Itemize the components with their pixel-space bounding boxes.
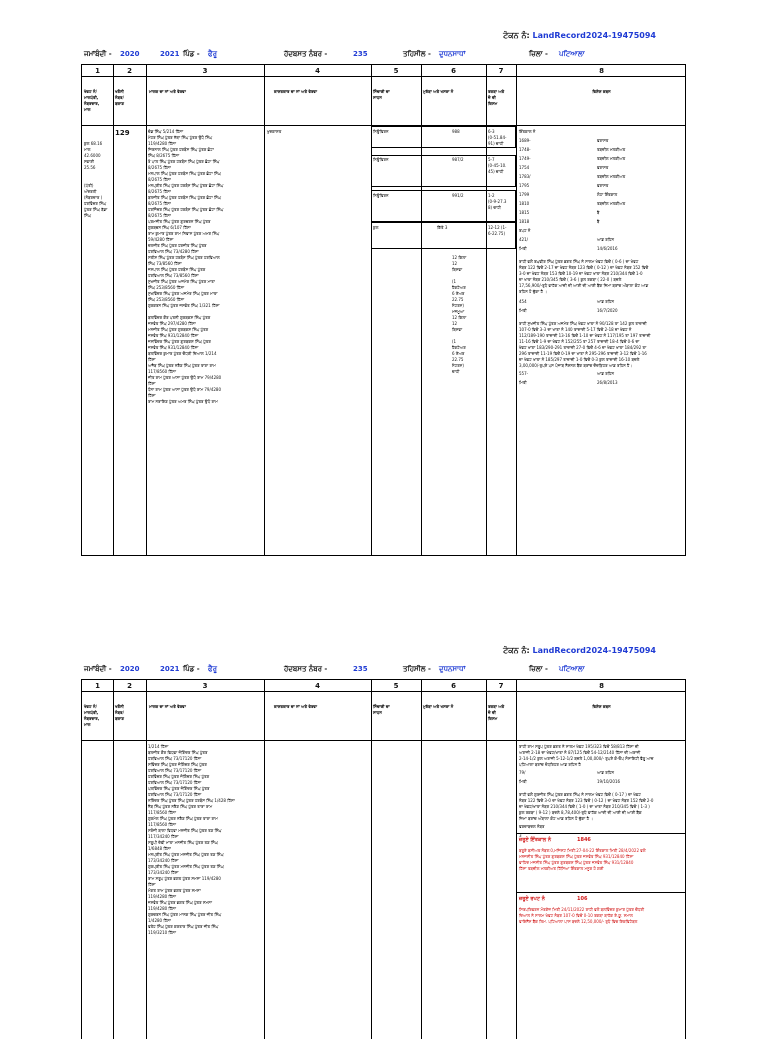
- report-entry: [519, 896, 684, 925]
- jamabandi-label: ਜਮਾਂਬੰਦੀ -: [84, 665, 112, 673]
- col-header-khewat: ਖੇਵਟ ਨੰ/ ਮਾਲਪੱਤੀ, ਨੰਬਰਦਾਰ, ਮਾਲ: [84, 704, 100, 727]
- remarks-row: 3: [519, 833, 522, 838]
- area-value: 6-3 (0-51.84- 91) ਚਾਹੀ: [488, 129, 507, 146]
- col-header-irrigation: ਸਿੰਚਾਈ ਦਾ ਸਾਧਨ: [373, 704, 390, 715]
- remarks-list: [519, 744, 684, 842]
- hadbast-label: ਹੱਦਬਸਤ ਨੰਬਰ -: [284, 665, 328, 673]
- col-number: 1: [95, 67, 100, 75]
- col-divider: [516, 680, 517, 1039]
- jamabandi-label: ਜਮਾਂਬੰਦੀ -: [84, 50, 112, 58]
- col-divider: [486, 680, 487, 1039]
- token-line: [503, 31, 656, 41]
- tehsil-label: ਤਹਿਸੀਲ -: [403, 50, 431, 58]
- col-number: 5: [393, 682, 399, 690]
- col-number: 8: [599, 67, 604, 75]
- col-number: 3: [202, 67, 208, 75]
- irrigation-source: ਨਿਊਵਿਰਨ: [373, 129, 389, 134]
- year-end: 2021: [160, 50, 180, 58]
- area-value: 1-2 (0-9-27.3 8) ਚਾਹੀ: [488, 193, 507, 210]
- col-number: 6: [451, 67, 456, 75]
- col-header-khewat: ਖੇਵਟ ਨੰ/ ਮਾਲਪੱਤੀ, ਨੰਬਰਦਾਰ, ਮਾਲ: [84, 89, 100, 112]
- pind-label: ਪਿੰਡ -: [183, 665, 200, 673]
- khasra-number: 987/2: [452, 157, 464, 162]
- area-total: 12-12 (1- 6-22.75): [488, 225, 507, 236]
- col-number: 2: [127, 67, 132, 75]
- col-number: 5: [393, 67, 399, 75]
- remarks-row: 1754 ਵਰਾਸਤ: [519, 165, 609, 170]
- col-divider: [264, 680, 265, 1039]
- khasra-count: ਕਿੱਤੇ 3: [437, 225, 448, 230]
- khewat-details: ਕੁਲ 68.16 ਮਾਲ 42.6000 ਸਵਾਈ 25.56 (ਪੱਤੀ) ਅੰਦਰਲੀ (ਨੰਬਰਦਾਰ ) ਹਰਵਿੰਦਰ ਸਿੰਘ ਪੁੱਤਰ ਸਿੰਘ ਬੱਡਾ ਸਿੰਘ: [84, 141, 108, 218]
- col-number: 7: [498, 682, 504, 690]
- col-header-khatoni: ਖਤੌਨੀ ਨੰਬਰ/ ਬਕਾਣ: [115, 89, 124, 106]
- col-number: 3: [202, 682, 208, 690]
- col-number: 7: [498, 67, 504, 75]
- khasra-total-label: ਕੁਲ: [373, 225, 379, 230]
- remarks-paragraph: ਰਾਹੀ ਵਲੋਂ ਗੁਰਜੀਤ ਸਿੰਘ ਪੁੱਤਰ ਭਗਤ ਸਿੰਘ ਨੇ ਸਾਲਮ ਖੇਵਟ ਵਿਚੋਂ ( 0-17 ) ਦਾ ਖੇਵਟ ਨੰਬਰ 122 ਵਿਚੋਂ 3-0 ਦਾ ਖੇਵਟ ਨੰਬਰ 123 ਵਿਚੋਂ ( 0-12 ) ਦਾ ਖੇਵਟ ਨੰਬਰ 152 ਵਿਚੋਂ 2-0 ਦਾ ਖੇਵਟ/ਖਾਤਾ ਨੰਬਰ 210/344 ਵਿਚੋਂ ( 1-0 ) ਦਾ ਖਾਤਾ ਨੰਬਰ 210/345 ਵਿਚੋਂ ( 1-3 ) ਕੁਲ ਰਕਬਾ ( 9-12 ) ਬਦਲੇ 8,78,400/-ਰੁਪੈ ਵਾਹੱਕ ਆਦੀ ਦੀ ਆਈ ਦੀ ਆਈ ਬੈਂਕ ਜ਼ਿਮਾ ਬਰਾਂਚ ਅੰਬਾਲਾ ਕੋਟ ਆਡ ਰਹਿਨ ਹੋ ਚੁੱਕਾ ਹੈ ।: [519, 792, 654, 821]
- col-header-remarks: ਵਿਸ਼ੇਸ਼ ਕਥਨ: [592, 89, 611, 94]
- col-divider: [113, 65, 114, 555]
- col-header-khatoni: ਖਤੌਨੀ ਨੰਬਰ/ ਬਕਾਣ: [115, 704, 124, 721]
- col-number: 4: [315, 67, 320, 75]
- hadbast-value: 235: [353, 665, 368, 673]
- irrigation-source: ਨਿਊਵਿਰਨ: [373, 157, 389, 162]
- remarks-row: ਇੰਤਕਾਲ ਨੰ: [519, 129, 536, 134]
- col-divider: [113, 680, 114, 1039]
- year-end: 2021: [160, 665, 180, 673]
- remarks-paragraph: ਰਾਹੀ ਸੁਖਜੀਤ ਸਿੰਘ ਪੁੱਤਰ ਅਜਮੇਰ ਸਿੰਘ ਖੇਵਟ ਖਾਤਾ ਨੰ 90/128 ਤਾ 142 ਕੁਲ ਤਾਦਾਦੀ 107-0 ਵਿਚੋਂ 3-3 ਦਾ ਖਾਤਾ ਨੰ 140 ਤਾਦਾਦੀ 5-17 ਵਿਚੋਂ 2-18 ਦਾ ਖੇਵਟ ਨੰ 112/189-190 ਤਾਦਾਦੀ 13-16 ਵਿਚੋਂ 1-10 ਦਾ ਖੇਵਟ ਨੰ 117/195 ਤਾ 197 ਤਾਦਾਦੀ 11-16 ਵਿਚੋਂ 1-9 ਦਾ ਖੇਵਟ ਨੰ 152/255 ਤਾ 257 ਤਾਦਾਦੀ 18-4 ਵਿਚੋਂ 0-6 ਦਾ ਖੇਵਟ ਖਾਤਾ 183/290-291 ਤਾਦਾਦੀ 27-0 ਵਿਚੋਂ 4-6 ਦਾ ਖੇਵਟ ਖਾਤਾ 184/292 ਤਾ 296 ਤਾਦਾਦੀ 11-19 ਵਿਚੋਂ 0-19 ਦਾ ਖਾਤਾ ਨੰ 295-296 ਤਾਦਾਦੀ 3-12 ਵਿਚੋਂ 1-16 ਦਾ ਖੇਵਟ ਖਾਤਾ ਨੰ 185/297 ਤਾਦਾਦੀ 1-0 ਵਿਚੋਂ 0-3 ਕੁਲ ਤਾਦਾਦੀ 16-10 ਬਦਲੇ 3,00,000/-ਰੁਪਏ ਪਸ ਪੰਜਾਬ ਨੈਸ਼ਨਲ ਬੈਂਕ ਬਰਾਂਚ ਦੌਦੜਿਹਰ ਆਡ ਰਹਿਨ ਹੈ।: [519, 321, 651, 368]
- report-text: ਸਿਰਪਰਿਵਰਨ ਮੋਰਗੇਜ਼ ਮਿਤੀ 24/11/2022 ਰਾਹੀ ਵਲੋਂ ਬਲਵਿੰਦਰ ਕੁਮਾਰ ਪੁੱਤਰ ਚੌਧਰੀ ਦਿਆਲ ਨੇ ਸਾਲਮ ਖੇਵਟ ਨੰਬਰ 107-0 ਵਿਚੋਂ 0-10 ਰਕਬਾ ਬਾਹੱਕ ਏ.ਯੂ. ਸਮਾਲ ਫਾਇਨੈਂਸ ਬੈਂਕ ਲਿਮ. ਪਟਿਆਲਾ ਪਾਸ ਬਦਲੇ 12,50,000/- ਰੁਪੈ ਵਿਚ ਇਕਵਿਟੇਬਲ: [519, 907, 645, 924]
- remarks-row: ਰਪਟ ਨੰ: [519, 228, 531, 233]
- col-header-owner: ਮਾਲਕ ਦਾ ਨਾਂ ਅਤੇ ਵੇਰਵਾ: [149, 89, 186, 94]
- token-label: ਟੋਕਨ ਨੰ:: [503, 646, 530, 655]
- remarks-row: 79/ ਆਡ ਰਹਿਨ: [519, 770, 614, 775]
- col-header-remarks: ਵਿਸ਼ੇਸ਼ ਕਥਨ: [592, 704, 611, 709]
- remarks-row: ਮਿਤੀ 14/6/2016: [519, 246, 618, 251]
- col-number: 1: [95, 682, 100, 690]
- remarks-row: 1795 ਵਰਾਸਤ: [519, 183, 609, 188]
- col-divider: [421, 680, 422, 1039]
- col-header-area: ਰਕਬਾ ਅਤੇ ਜ਼ੋ ਦੀ ਕਿਸਮ: [488, 704, 505, 721]
- zila-value: ਪਟਿਆਲਾ: [559, 665, 585, 673]
- irrigation-source: ਨਿਊਵਿਰਨ: [373, 193, 389, 198]
- remarks-row: ਫਰਦਾਬਦਲ ਨੰਬਰ: [519, 824, 545, 829]
- zila-label: ਜ਼ਿਲਾ -: [529, 50, 548, 58]
- row-divider: [516, 892, 685, 893]
- zila-label: ਜ਼ਿਲਾ -: [529, 665, 548, 673]
- remarks-row: 1783/ ਤਬਦੀਲ ਮਲਕੀਅਤ: [519, 174, 626, 179]
- pind-value: ਫੈਰੂ: [208, 665, 217, 673]
- khasra-number: 988: [452, 129, 460, 134]
- jamabandi-table: [81, 679, 686, 1039]
- area-value: 5-7 (0-45-10. 45) ਚਾਹੀ: [488, 157, 507, 174]
- remarks-row: 1810 ਤਬਦੀਲ ਮਲਕੀਅਤ: [519, 201, 626, 206]
- col-header-khasra: ਮੁਰੱਬਾ ਅਤੇ ਖਸਰਾ ਨੰ: [423, 704, 454, 709]
- row-divider: [82, 76, 685, 77]
- jamabandi-table: [81, 64, 686, 556]
- zila-value: ਪਟਿਆਲਾ: [559, 50, 585, 58]
- remarks-row: 454 ਆਡ ਰਹਿਨ: [519, 299, 614, 304]
- hadbast-value: 235: [353, 50, 368, 58]
- mutation-heading: ਜ਼ਰੂਏ ਇੰਤਕਾਲ ਨੰ 1846: [519, 837, 591, 843]
- record-header: [84, 665, 684, 675]
- remarks-row: ਮਿਤੀ 19/10/2016: [519, 779, 621, 784]
- token-label: ਟੋਕਨ ਨੰ:: [503, 31, 530, 40]
- remarks-row: 1815 ਬੈ: [519, 210, 600, 215]
- remarks-row: 1818 ਬੈ: [519, 219, 600, 224]
- col-divider: [264, 65, 265, 555]
- row-divider: [516, 833, 685, 834]
- remarks-paragraph: ਰਾਹੀ ਵਲੋਂ ਰਘਵੀਰ ਸਿੰਘ ਪੁੱਤਰ ਭਗਤ ਸਿੰਘ ਨੇ ਸਾਲਮ ਖੇਵਟ ਵਿਚੋਂ ( 0-6 ) ਦਾ ਖੇਵਟ ਨੰਬਰ 122 ਵਿਚੋਂ 2-17 ਦਾ ਖੇਵਟ ਨੰਬਰ 123 ਵਿਚੋਂ ( 0-12 ) ਦਾ ਖੇਵਟ ਨੰਬਰ 152 ਵਿਚੋਂ 3-0 ਦਾ ਖੇਵਟ ਨੰਬਰ 153 ਵਿਚੋਂ 10-19 ਦਾ ਖੇਵਟ ਖਾਤਾ ਨੰਬਰ 210/344 ਵਿਚੋਂ 1-0 ਦਾ ਖਾਤਾ ਨੰਬਰ 210/345 ਵਿਚੋਂ ( 3-6 ) ਕੁਲ ਰਕਬਾ ( 22-0 ) ਬਦਲੇ 17,56,900/-ਰੁਪੈ ਵਾਹੱਕ ਆਦੀ ਦੀ ਆਈ ਦੀ ਆਈ ਬੈਂਕ ਜ਼ਿਮਾ ਬਰਾਂਚ ਅੰਬਾਲਾ ਕੋਟ ਆਡ ਰਹਿਨ ਹੋ ਚੁੱਕਾ ਹੈ ।: [519, 259, 649, 294]
- year-start: 2020: [120, 50, 140, 58]
- record-page-2: [0, 640, 768, 1024]
- col-divider: [146, 65, 147, 555]
- owner-list: 1/214 ਹਿੱਸਾ ਬਲਜੀਤ ਕੌਰ ਵਿਧਵਾ ਜੋਗਿੰਦਰ ਸਿੰਘ ਪੁੱਤਰ ਹਰਵਿਆਲ ਸਿੰਘ 73/17120 ਹਿੱਸਾ ਸਵਿੰਦਰ ਸਿੰਘ ਪੁੱਤਰ ਜੋਗਿੰਦਰ ਸਿੰਘ ਪੁੱਤਰ ਹਰਵਿਆਲ ਸਿੰਘ 73/17120 ਹਿੱਸਾ ਹਰਵਿੰਦਰ ਸਿੰਘ ਪੁੱਤਰ ਜੋਗਿੰਦਰ ਸਿੰਘ ਪੁੱਤਰ ਹਰਵਿਆਲ ਸਿੰਘ 73/17120 ਹਿੱਸਾ ਪਲਵਿੰਦਰ ਸਿੰਘ ਪੁੱਤਰ ਜੋਗਿੰਦਰ ਸਿੰਘ ਪੁੱਤਰ ਹਰਵਿਆਲ ਸਿੰਘ 73/17120 ਹਿੱਸਾ ਨਰਿੰਦਰ ਸਿੰਘ ਪੁੱਤਰ ਸਿੰਘ ਪੁੱਤਰ ਹਰਬੰਸ ਸਿੰਘ 1/428 ਹਿੱਸਾ ਨੈਬ ਸਿੰਘ ਪੁੱਤਰ ਨਰੈਣ ਸਿੰਘ ਪੁੱਤਰ ਤਾਰਾ ਰਾਮ 117/8560 ਹਿੱਸਾ ਗੁਰਮੇਲ ਸਿੰਘ ਪੁੱਤਰ ਨਰੈਣ ਸਿੰਘ ਪੁੱਤਰ ਤਾਰਾ ਰਾਮ 117/8560 ਹਿੱਸਾ ਸਰੋਜੀ ਬਾਲਾ ਵਿਧਵਾ ਮਨਜੀਤ ਸਿੰਘ ਪੁੱਤਰ ਤਣ ਸਿੰਘ 117/34240 ਹਿੱਸਾ ਸਰੂਪੀ ਦੇਵੀ ਮਾਤਾ ਮਨਜੀਤ ਸਿੰਘ ਪੁੱਤਰ ਤਣ ਸਿੰਘ 1/6848 ਹਿੱਸਾ ਮਨਪ੍ਰੀਤ ਸਿੰਘ ਪੁੱਤਰ ਮਨਜੀਤ ਸਿੰਘ ਪੁੱਤਰ ਤਣ ਸਿੰਘ 173/34240 ਹਿੱਸਾ ਗੁਰਪ੍ਰੀਤ ਸਿੰਘ ਪੁੱਤਰ ਮਨਜੀਤ ਸਿੰਘ ਪੁੱਤਰ ਤਣ ਸਿੰਘ 173/34240 ਹਿੱਸਾ ਰਾਮ ਸਰੂਪ ਪੁੱਤਰ ਭਗਤ ਪੁੱਤਰ ਸਮਸਾ 119/4280 ਹਿੱਸਾ ਮੰਗਤ ਰਾਮ ਪੁੱਤਰ ਭਗਤ ਪੁੱਤਰ ਸਮਸਾ 119/4280 ਹਿੱਸਾ ਜਸਵੰਤ ਸਿੰਘ ਪੁੱਤਰ ਭਗਤ ਸਿੰਘ ਪੁੱਤਰ ਸਮਸਾ 119/4280 ਹਿੱਸਾ ਗੁਰਚਰਨ ਸਿੰਘ ਪੁੱਤਰ ਮਾਨਕ ਸਿੰਘ ਪੁੱਤਰ ਜੀਤ ਸਿੰਘ 1/4280 ਹਿੱਸਾ ਫਤੇਹ ਸਿੰਘ ਪੁੱਤਰ ਕਰਤਾਰ ਸਿੰਘ ਪੁੱਤਰ ਜੀਤ ਸਿੰਘ 119/3210 ਹਿੱਸਾ: [148, 744, 235, 935]
- col-divider: [146, 680, 147, 1039]
- owner-list: ਚੰਡ ਸਿੰਘ 5/214 ਹਿੱਸਾ ਮੇਹਰ ਸਿੰਘ ਪੁੱਤਰ ਨੱਥਾ ਸਿੰਘ ਪੁੱਤਰ ਉਧੋ ਸਿੰਘ 119/4280 ਹਿੱਸਾ ਜਿਰਨਾਲ ਸਿੰਘ ਪੁੱਤਰ ਹਰਬੰਸ ਸਿੰਘ ਪੁੱਤਰ ਛੋਟਾ ਸਿੰਘ 8/2675 ਹਿੱਸਾ ਰੋ ਪਾਲ ਸਿੰਘ ਪੁੱਤਰ ਹਰਬੰਸ ਸਿੰਘ ਪੁੱਤਰ ਛੋਟਾ ਸਿੰਘ 8/2675 ਹਿੱਸਾ ਮਨਪਾਲ ਸਿੰਘ ਪੁੱਤਰ ਹਰਬੰਸ ਸਿੰਘ ਪੁੱਤਰ ਛੋਟਾ ਸਿੰਘ 8/2675 ਹਿੱਸਾ ਮਨਪ੍ਰੀਤ ਸਿੰਘ ਪੁੱਤਰ ਹਰਬੰਸ ਸਿੰਘ ਪੁੱਤਰ ਛੋਟਾ ਸਿੰਘ 8/2675 ਹਿੱਸਾ ਬਲਜੀਤ ਸਿੰਘ ਪੁੱਤਰ ਹਰਬੰਸ ਸਿੰਘ ਪੁੱਤਰ ਛੋਟਾ ਸਿੰਘ 8/2675 ਹਿੱਸਾ ਹਰਜਿੰਦਰ ਸਿੰਘ ਪੁੱਤਰ ਹਰਬੰਸ ਸਿੰਘ ਪੁੱਤਰ ਛੋਟਾ ਸਿੰਘ 8/2675 ਹਿੱਸਾ ਪਰਮਜੀਤ ਸਿੰਘ ਪੁੱਤਰ ਗੁਰਚਰਨ ਸਿੰਘ ਪੁੱਤਰ ਗੁਰਬਚਨ ਸਿੰਘ 6/107 ਹਿੱਸਾ ਰਾਮ ਕੁਮਾਰ ਪੁੱਤਰ ਰਾਮ ਨਿਵਾਸ ਪੁੱਤਰ ਅਮਰ ਸਿੰਘ 59/4280 ਹਿੱਸਾ ਦਲਜੀਤ ਸਿੰਘ ਪੁੱਤਰ ਹਰਜੀਤ ਸਿੰਘ ਪੁੱਤਰ ਹਰਵਿਆਲ ਸਿੰਘ 73/4280 ਹਿੱਸਾ ਸਤੀਸ਼ ਸਿੰਘ ਪੁੱਤਰ ਹਰਬੰਸ ਸਿੰਘ ਪੁੱਤਰ ਹਰਵਿਆਲ ਸਿੰਘ 73/8560 ਹਿੱਸਾ ਜਸਪਾਲ ਸਿੰਘ ਪੁੱਤਰ ਹਰਬੰਸ ਸਿੰਘ ਪੁੱਤਰ ਹਰਵਿਆਲ ਸਿੰਘ 73/8560 ਹਿੱਸਾ ਸੁਖਜੀਤ ਸਿੰਘ ਪੁੱਤਰ ਅਜਮੇਰ ਸਿੰਘ ਪੁੱਤਰ ਮਾਤਾ ਸਿੰਘ 253/8560 ਹਿੱਸਾ ਸੁਖਵਿੰਦਰ ਸਿੰਘ ਪੁੱਤਰ ਅਜਮੇਰ ਸਿੰਘ ਪੁੱਤਰ ਮਾਤਾ ਸਿੰਘ 253/8560 ਹਿੱਸਾ ਗੁਰਕਰਨ ਸਿੰਘ ਪੁੱਤਰ ਜਸਵੰਤ ਸਿੰਘ 1/321 ਹਿੱਸਾ ਬਲਵਿੰਦਰ ਕੌਰ ਪਤਨੀ ਗੁਰਬਕਸ਼ ਸਿੰਘ ਪੁੱਤਰ ਜਸਵੰਤ ਸਿੰਘ 297/4280 ਹਿੱਸਾ ਮਨਜੀਤ ਸਿੰਘ ਪੁੱਤਰ ਗੁਰਬਕਸ਼ ਸਿੰਘ ਪੁੱਤਰ ਜਸਵੰਤ ਸਿੰਘ 931/12840 ਹਿੱਸਾ ਜਸਵਿੰਦਰ ਸਿੰਘ ਪੁੱਤਰ ਗੁਰਬਕਸ਼ ਸਿੰਘ ਪੁੱਤਰ ਜਸਵੰਤ ਸਿੰਘ 931/12840 ਹਿੱਸਾ ਬਲਵਿੰਦਰ ਕੁਮਾਰ ਪੁੱਤਰ ਚੌਧਰੀ ਦਿਆਲ 1/214 ਹਿੱਸਾ ਅਜੈਬ ਸਿੰਘ ਪੁੱਤਰ ਨਰੈਣ ਸਿੰਘ ਪੁੱਤਰ ਤਾਰਾ ਰਾਮ 117/8560 ਹਿੱਸਾ ਜੀਤ ਰਾਮ ਪੁੱਤਰ ਆਸਾ ਪੁੱਤਰ ਉਧੋ ਰਾਮ 79/4280 ਹਿੱਸਾ ਧੰਨਾ ਰਾਮ ਪੁੱਤਰ ਆਸਾ ਪੁੱਤਰ ਉਧੋ ਰਾਮ 79/4280 ਹਿੱਸਾ ਰਾਮ ਨਰਾਇਣ ਪੁੱਤਰ ਅਮਰ ਸਿੰਘ ਪੁੱਤਰ ਉਧੋ ਰਾਮ: [148, 129, 224, 404]
- year-start: 2020: [120, 665, 140, 673]
- remarks-row: ਮਿਤੀ 26/8/2013: [519, 380, 618, 385]
- mutation-text: ਬਰੂਏ ਬਸੀਅਤ ਨੰਬਰ:0,ਮਜਿਸਟ ਮਿਤੀ:27-04-22 ਇੰਤਕਾਲ ਮਿਤੀ 28/4/2022 ਵਲੋਂ ਮਨਜਸੀਤ ਸਿੰਘ ਪੁੱਤਰ ਗੁਰਬਕਸ਼ ਸਿੰਘ ਪੁੱਤਰ ਜਸਵੰਤ ਸਿੰਘ 931/12840 ਹਿੱਸਾ ਵਾਹਿਦ ਮਜਸੀਤ ਸਿੰਘ ਪੁੱਤਰ ਗੁਰਬਕਸ਼ ਸਿੰਘ ਪੁੱਤਰ ਜਸਵੰਤ ਸਿੰਘ 931/12840 ਹਿੱਸਾ ਤਬਦੀਲ ਮਲਕੀਅਤ ਹਿੱਸਿਆ ਇੰਤਕਾਲ ਮਨੂਰ ਹੋ ਗਈ: [519, 848, 646, 871]
- report-heading: ਜ਼ਰੂਏ ਰਪਟ ਨੰ 106: [519, 896, 588, 902]
- remarks-row: ਮਿਤੀ 16/7/2020: [519, 308, 618, 313]
- remarks-row: 1748- ਤਬਦੀਲ ਮਲਕੀਅਤ: [519, 147, 626, 152]
- col-number: 4: [315, 682, 320, 690]
- col-header-owner: ਮਾਲਕ ਦਾ ਨਾਂ ਅਤੇ ਵੇਰਵਾ: [149, 704, 186, 709]
- tehsil-value: ਦੁਧਨਸਾਧਾਂ: [439, 50, 466, 58]
- col-header-cultivator: ਕਾਸ਼ਤਕਾਰ ਦਾ ਨਾਂ ਅਤੇ ਵੇਰਵਾ: [274, 704, 318, 709]
- row-divider: [82, 691, 685, 692]
- col-header-cultivator: ਕਾਸ਼ਤਕਾਰ ਦਾ ਨਾਂ ਅਤੇ ਵੇਰਵਾ: [274, 89, 318, 94]
- col-header-irrigation: ਸਿੰਚਾਈ ਦਾ ਸਾਧਨ: [373, 89, 390, 100]
- token-value: LandRecord2024-19475094: [532, 31, 656, 40]
- col-number: 8: [599, 682, 604, 690]
- col-number: 6: [451, 682, 456, 690]
- record-header: [84, 50, 684, 60]
- remarks-row: 1689- ਵਰਾਸਤ: [519, 138, 609, 143]
- pind-label: ਪਿੰਡ -: [183, 50, 200, 58]
- row-divider: [82, 740, 685, 741]
- khatoni-number: 129: [115, 129, 130, 137]
- mutation-entry: [519, 837, 684, 872]
- tehsil-value: ਦੁਧਨਸਾਧਾਂ: [439, 665, 466, 673]
- remarks-list: [519, 129, 684, 389]
- remarks-paragraph: ਰਾਹੀ ਰਾਮ ਸਰੂਪ ਪੁੱਤਰ ਭਗਤ ਨੇ ਸਾਲਮ ਖੇਵਟ 195/323 ਵਿਚੋਂ 58/813 ਹਿੱਸਾ ਦੀ ਅਰਾਜ਼ੀ 2-18 ਦਾ ਖੇਵਟ/ਖਾਤਾ ਨੰ 87/125 ਵਿਚੋਂ 54-12/2140 ਹਿੱਸਾ ਦੀ ਅਰਾਜ਼ੀ 2-14-1/2 ਕੁਲ ਅਰਾਜ਼ੀ 5-12-1/2 ਬਦਲੇ 1,00,000/- ਰੁਪਏ ਕੋ-ਓਪ ਸੋਸਾਇਟੀ ਫੈਰੂ ਆਦ ਪਟਿਆਲਾ ਬਰਾਂਚ ਦੋਧਰਿਹਰ ਆਡ ਰਹਿਨ ਹੈ: [519, 744, 654, 767]
- pind-value: ਫੈਰੂ: [208, 50, 217, 58]
- remarks-row: 1749- ਤਬਦੀਲ ਮਲਕੀਅਤ: [519, 156, 626, 161]
- area-summary: 12 ਕਿਲਾ 12 ਬਿਸਵਾ (1 ਹੈਕਟੇਅਰ 6 ਏਅਰ 22.75 ਮੈਟਰਸ) ਮਜਮੂਆ 12 ਕਿਲਾ 12 ਬਿਸਵਾ (1 ਹੈਕਟੇਅਰ 6 ਏਅਰ 22.75 ਮੈਟਰਸ) ਚਾਹੀ: [452, 255, 467, 374]
- remarks-row: 557- ਆਡ ਰਹਿਨ: [519, 371, 614, 376]
- col-header-area: ਰਕਬਾ ਅਤੇ ਜ਼ੋ ਦੀ ਕਿਸਮ: [488, 89, 505, 106]
- remarks-row: 1799 ਲੋਹਾ ਇੰਤਕਾਲ: [519, 192, 618, 197]
- hadbast-label: ਹੱਦਬਸਤ ਨੰਬਰ -: [284, 50, 328, 58]
- token-line: [503, 646, 656, 656]
- token-value: LandRecord2024-19475094: [532, 646, 656, 655]
- col-number: 2: [127, 682, 132, 690]
- khasra-number: 991/2: [452, 193, 464, 198]
- col-header-khasra: ਮੁਰੱਬਾ ਅਤੇ ਖਸਰਾ ਨੰ: [423, 89, 454, 94]
- remarks-row: 421/ ਆਡ ਰਹਿਨ: [519, 237, 614, 242]
- col-divider: [371, 680, 372, 1039]
- cultivator-text: ਖੁਦਕਾਸ਼ਤ: [267, 129, 282, 134]
- col-divider: [516, 65, 517, 555]
- tehsil-label: ਤਹਿਸੀਲ -: [403, 665, 431, 673]
